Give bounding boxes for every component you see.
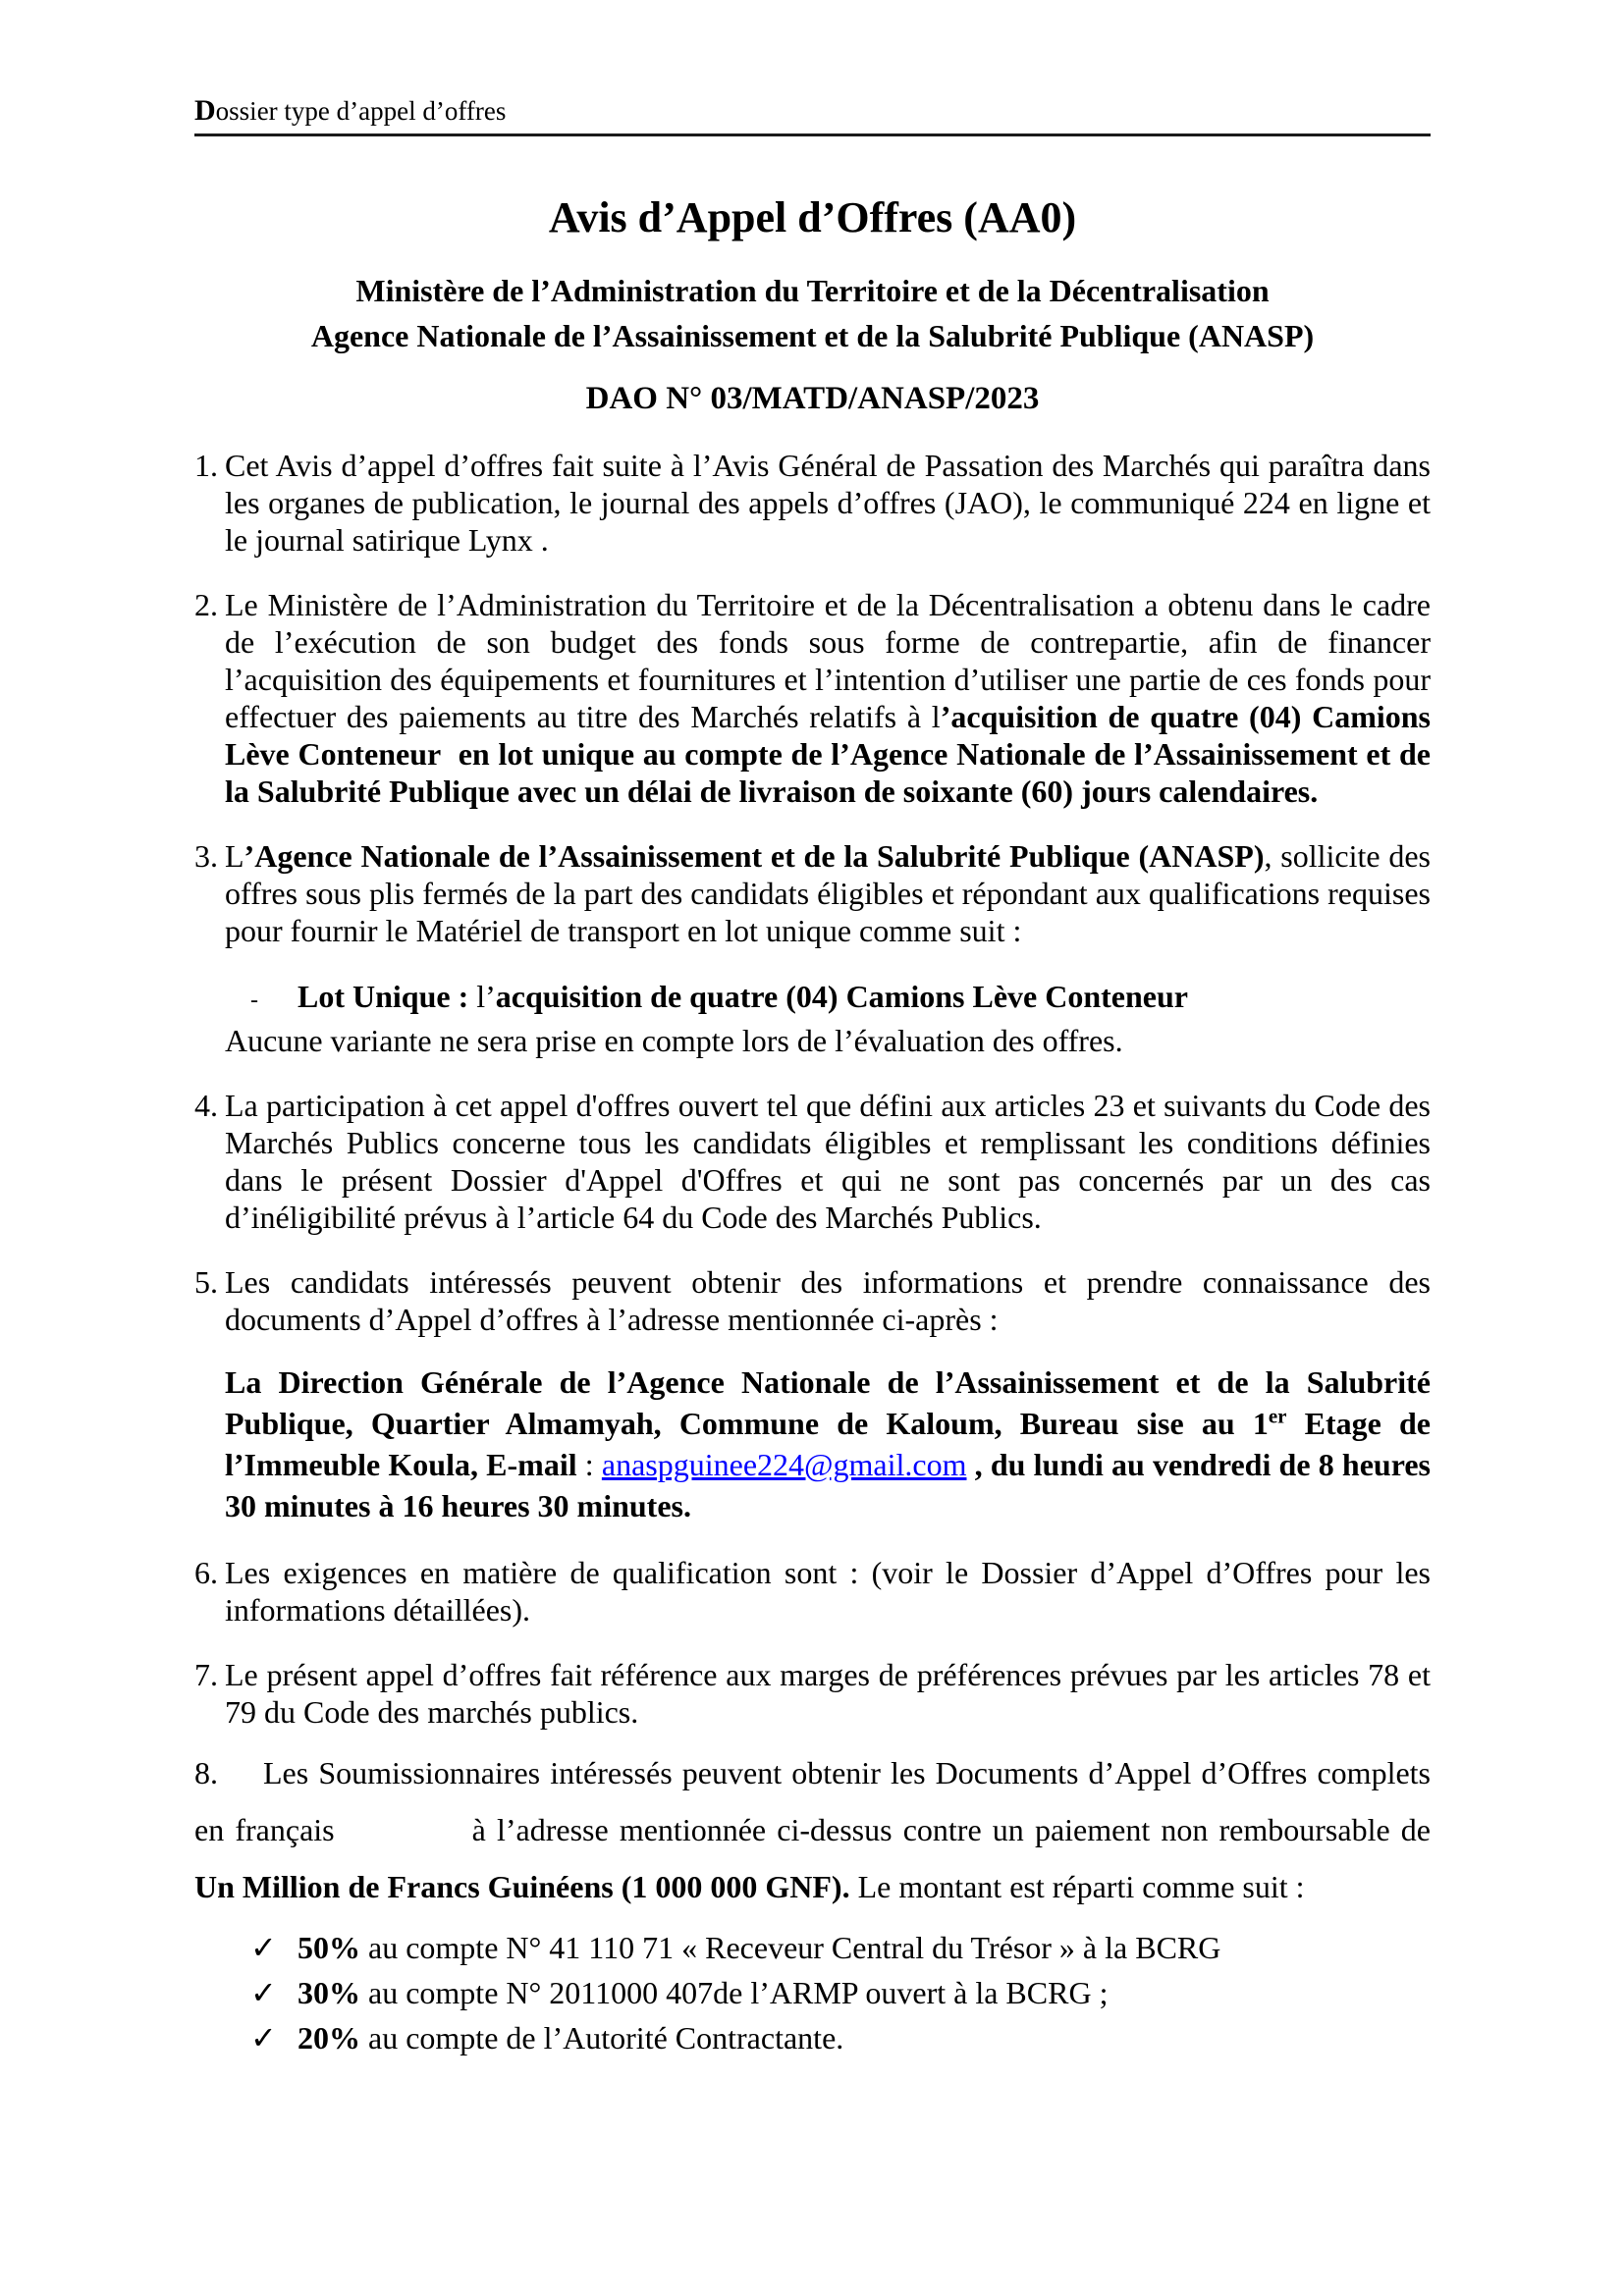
list-item-6 xyxy=(194,1554,1431,1629)
page-title: Avis d’Appel d’Offres (AA0) xyxy=(548,193,1077,241)
payment-split-text xyxy=(298,1925,1220,1970)
item-text: Cet Avis d’appel d’offres fait suite à l’Avis Général de Passation des Marchés qui paraîtra dans les organes de publication, le journal des appels d’offres (JAO), le communiqué 224 en ligne et le journal satirique Lynx . xyxy=(225,448,1431,558)
subtitle-ministry: Ministère de l’Administration du Territoire et de la Décentralisation xyxy=(355,273,1270,308)
text-run: au compte de l’Autorité Contractante. xyxy=(360,2020,844,2056)
payment-split-text xyxy=(298,1970,1108,2015)
item-text: Le présent appel d’offres fait référence aux marges de préférences prévues par les articles 78 et 79 du Code des marchés publics. xyxy=(225,1657,1431,1730)
list-item-5 xyxy=(194,1263,1431,1338)
item-number: 8. xyxy=(194,1755,218,1790)
address-run: La Direction Générale de l’Agence Nationale de l’Assainissement et de la Salubrité Publique, Quartier Almamyah, Commune de Kaloum, Bureau sise au 1 xyxy=(225,1364,1431,1441)
text-run: à l’adresse mentionnée ci-dessus contre un paiement non remboursable de xyxy=(471,1812,1432,1847)
item-number: 5. xyxy=(194,1264,218,1300)
text-run: Le montant est réparti comme suit : xyxy=(849,1869,1305,1904)
text-run: l’ xyxy=(476,979,496,1014)
item-number: 6. xyxy=(194,1555,218,1590)
list-item-2 xyxy=(194,586,1431,810)
running-header xyxy=(194,94,1431,128)
item-text xyxy=(225,586,1431,810)
reference-number: DAO N° 03/MATD/ANASP/2023 xyxy=(585,381,1040,416)
lot-label: Lot Unique : xyxy=(298,979,477,1014)
email-link[interactable]: anaspguinee224@gmail.com xyxy=(601,1447,967,1482)
check-icon: ✓ xyxy=(250,2020,277,2056)
list-item-3 xyxy=(194,837,1431,949)
payment-split-item xyxy=(250,1970,1431,2015)
email-separator: : xyxy=(576,1447,602,1482)
running-header-text: ossier type d’appel d’offres xyxy=(215,96,507,126)
list-item-7 xyxy=(194,1656,1431,1731)
item-number: 7. xyxy=(194,1657,218,1692)
dash-bullet: - xyxy=(250,988,258,1013)
ordinal-superscript: er xyxy=(1268,1404,1287,1428)
text-run: L xyxy=(225,838,244,874)
item-number: 4. xyxy=(194,1088,218,1123)
text-run-bold: ’Agence Nationale de l’Assainissement et de la Salubrité Publique (ANASP) xyxy=(244,838,1265,874)
percentage: 50% xyxy=(298,1930,360,1965)
item-number: 2. xyxy=(194,587,218,622)
item-number: 3. xyxy=(194,838,218,874)
contact-address-block xyxy=(225,1362,1431,1526)
lot-unique-line xyxy=(250,975,1431,1022)
email-label: E-mail xyxy=(486,1447,577,1482)
text-run: , sollicite des offres sous plis fermés de la part des candidats éligibles et répondant aux qualifications requises pour fournir le Matériel de transport en lot unique comme suit : xyxy=(225,838,1432,948)
payment-split-text xyxy=(298,2015,843,2060)
running-header-initial: D xyxy=(194,94,216,127)
header-divider xyxy=(194,133,1431,136)
variant-note: Aucune variante ne sera prise en compte lors de l’évaluation des offres. xyxy=(225,1023,1123,1058)
address-run: Etage de l’Immeuble Koula, xyxy=(225,1406,1432,1482)
percentage: 20% xyxy=(298,2020,360,2056)
text-run: au compte N° 41 110 71 « Receveur Central du Trésor » à la BCRG xyxy=(360,1930,1221,1965)
amount-bold: Un Million de Francs Guinéens (1 000 000 GNF). xyxy=(194,1869,850,1904)
text-run-bold: ’acquisition de quatre (04) Camions Lève Conteneur en lot unique au compte de l’Agence Nationale de l’Assainissement et de la Salubrité Publique avec un délai de livraison de soixante (60) jours calendaires. xyxy=(225,699,1432,809)
item-text: La participation à cet appel d'offres ouvert tel que défini aux articles 23 et suivants du Code des Marchés Publics concerne tous les candidats éligibles et remplissant les conditions définies dans le présent Dossier d'Appel d'Offres et qui ne sont pas concernés par un des cas d’inéligibilité prévus à l’article 64 du Code des Marchés Publics. xyxy=(225,1088,1431,1235)
text-run: Le Ministère de l’Administration du Territoire et de la Décentralisation a obtenu dans le cadre de l’exécution de son budget des fonds sous forme de contrepartie, afin de financer l’acquisition des équipements et fournitures et l’intention d’utiliser une partie de ces fonds pour effectuer des paiements au titre des Marchés relatifs à l xyxy=(225,587,1431,734)
text-run: Les Soumissionnaires intéressés peuvent obtenir les Documents d’Appel d’Offres complets en français xyxy=(194,1755,1431,1847)
item-text: Les candidats intéressés peuvent obtenir des informations et prendre connaissance des documents d’Appel d’offres à l’adresse mentionnée ci-après : xyxy=(225,1264,1431,1337)
list-item-1 xyxy=(194,447,1431,559)
lot-object: acquisition de quatre (04) Camions Lève Conteneur xyxy=(495,979,1188,1014)
text-run: au compte N° 2011000 407de l’ARMP ouvert à la BCRG ; xyxy=(360,1975,1109,2010)
item-text xyxy=(225,837,1431,949)
item-text: Les exigences en matière de qualification sont : (voir le Dossier d’Appel d’Offres pour les informations détaillées). xyxy=(225,1555,1431,1628)
check-icon: ✓ xyxy=(250,1975,277,2010)
address-run: , du lundi au vendredi de 8 heures 30 minutes à 16 heures 30 minutes. xyxy=(225,1447,1431,1523)
payment-split-item xyxy=(250,2015,1431,2060)
payment-split-list xyxy=(250,1925,1431,2060)
item-number: 1. xyxy=(194,448,218,483)
list-item-8 xyxy=(194,1744,1431,1915)
payment-split-item xyxy=(250,1925,1431,1970)
list-item-4 xyxy=(194,1087,1431,1236)
check-icon: ✓ xyxy=(250,1930,277,1965)
percentage: 30% xyxy=(298,1975,360,2010)
subtitle-agency: Agence Nationale de l’Assainissement et de la Salubrité Publique (ANASP) xyxy=(310,318,1315,353)
